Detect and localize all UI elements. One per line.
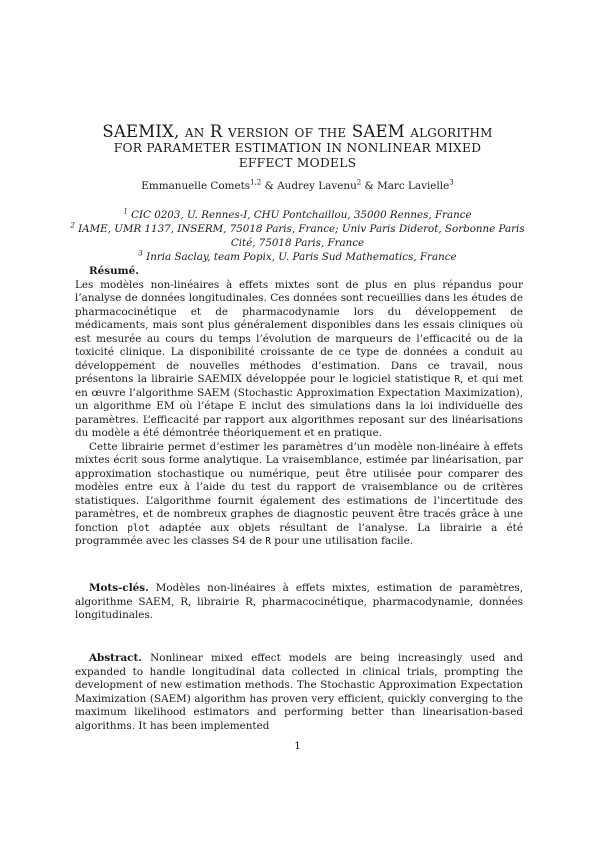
title-line2: FOR PARAMETER ESTIMATION IN NONLINEAR MIXED (113, 141, 482, 155)
affiliation (60, 222, 535, 250)
keywords-text: Modèles non-linéaires à effets mixtes, estimation de paramètres, algorithme SAEM, R, librairie R, pharmacocinétique, pharmacodynamie, données longitudinales. (75, 582, 523, 621)
resume-heading: Résumé. (89, 265, 139, 277)
author-affiliation-mark: 2 (356, 178, 362, 187)
abstract-label: Abstract. (89, 652, 142, 664)
resume-paragraph-1: Les modèles non-linéaires à effets mixtes sont de plus en plus répandus pour l’analyse de données longitudinales. Ces données sont recueillies dans les études de pharmacocinétique et de pharmacodynamie lors du développement de médicaments, mais sont plus généralement disponibles dans les essais cliniques où est mesurée au cours du temps l’évolution de marqueurs de l’efficacité ou de la toxicité clinique. La disponibilité croissante de ce type de données a conduit au développement de nouvelles méthodes d’estimation. Dans ce travail, nous présentons la librairie SAEMIX développée pour le logiciel statistique R, et qui met en œuvre l’algorithme SAEM (Stochastic Approximation Expectation Maximization), un algorithme EM où l’étape E inclut des simulations dans la loi individuelle des paramètres. L’efficacité par rapport aux algorithmes reposant sur des linéarisations du modèle a été démontrée théoriquement et en pratique. (75, 278, 523, 439)
paper-title-rest (60, 141, 535, 171)
affiliation-text: CIC 0203, U. Rennes-I, CHU Pontchaillou, 35000 Rennes, France (131, 209, 472, 221)
keywords-label: Mots-clés. (89, 582, 149, 594)
author-separator: & (361, 180, 378, 192)
title-line3: EFFECT MODELS (238, 156, 357, 170)
author-affiliation-mark: 3 (449, 178, 454, 187)
abstract-paragraph (75, 652, 523, 733)
affiliation-number: 2 (70, 221, 75, 230)
author-affiliation-mark: 1,2 (250, 178, 262, 187)
affiliation-number: 1 (123, 207, 128, 216)
affiliation-text: Inria Saclay, team Popix, U. Paris Sud Mathematics, France (146, 251, 457, 263)
author-name: Audrey Lavenu (277, 180, 357, 192)
resume-paragraph-2: Cette librairie permet d’estimer les paramètres d’un modèle non-linéaire à effets mixtes écrit sous forme analytique. La vraisemblance, estimée par linéarisation, par approximation stochastique ou numérique, peut être utilisée pour comparer des modèles entre eux à l’aide du test du rapport de vraisemblance ou de critères statistiques. L’algorithme fournit également des estimations de l’incertitude des paramètres, et de nombreux graphes de diagnostic peuvent être tracés grâce à une fonction plot adaptée aux objets résultant de l’analyse. La librairie a été programmée avec les classes S4 de R pour une utilisation facile. (75, 440, 523, 547)
author-name: Emmanuelle Comets (141, 180, 251, 192)
affiliation (60, 250, 535, 264)
keywords-paragraph (75, 582, 523, 623)
author-separator: & (261, 180, 278, 192)
abstract-text: Nonlinear mixed effect models are being increasingly used and expanded to handle longitudinal data collected in clinical trials, prompting the development of new estimation methods. The Stochastic Approximation Expectation Maximization (SAEM) algorithm has proven very efficient, quickly converging to the maximum likelihood estimators and performing better than linearisation-based algorithms. It has been implemented (75, 652, 523, 732)
paper-title-line1: SAEMIX, an R version of the SAEM algorithm (102, 122, 493, 141)
affiliation-text: IAME, UMR 1137, INSERM, 75018 Paris, France; Univ Paris Diderot, Sorbonne Paris Cité, 75018 Paris, France (78, 223, 525, 249)
resume-section (75, 265, 523, 549)
page-number: 1 (294, 740, 301, 752)
affiliation-number: 3 (138, 249, 143, 258)
author-name: Marc Lavielle (377, 180, 450, 192)
affiliations (60, 208, 535, 264)
affiliation (60, 208, 535, 222)
author-list (60, 180, 535, 192)
